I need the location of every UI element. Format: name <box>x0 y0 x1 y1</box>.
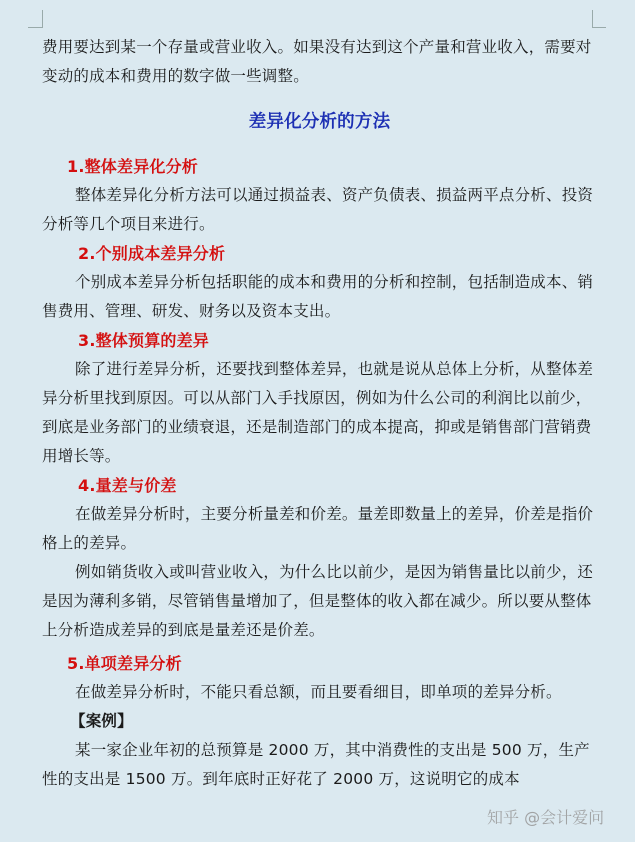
margin-mark-top-left-h <box>28 27 42 29</box>
case-label: 【案例】 <box>70 712 133 730</box>
heading-5: 5.单项差异分析 <box>67 654 182 673</box>
watermark: 知乎 @会计爱问 <box>487 808 605 827</box>
paragraph-1: 整体差异化分析方法可以通过损益表、资产负债表、损益两平点分析、投资分析等几个项目来进行。 <box>42 186 594 233</box>
margin-mark-top-left <box>40 10 43 28</box>
paragraph-3: 除了进行差异分析，还要找到整体差异，也就是说从总体上分析，从整体差异分析里找到原因。可以从部门入手找原因，例如为什么公司的利润比以前少，到底是业务部门的业绩衰退，还是制造部门的成本提高，抑或是销售部门营销费用增长等。 <box>42 360 594 465</box>
paragraph-2: 个别成本差异分析包括职能的成本和费用的分析和控制，包括制造成本、销售费用、管理、研发、财务以及资本支出。 <box>42 273 594 320</box>
case-paragraph: 某一家企业年初的总预算是 2000 万，其中消费性的支出是 500 万，生产性的支出是 1500 万。到年底时正好花了 2000 万，这说明它的成本 <box>42 741 590 788</box>
margin-mark-top-right-h <box>592 27 606 29</box>
document-body[interactable] <box>42 33 597 794</box>
heading-2: 2.个别成本差异分析 <box>78 244 226 263</box>
paragraph-4b: 例如销货收入或叫营业收入，为什么比以前少，是因为销售量比以前少，还是因为薄利多销，尽管销售量增加了，但是整体的收入都在减少。所以要从整体上分析造成差异的到底是量差还是价差。 <box>42 563 594 639</box>
paragraph-4a: 在做差异分析时，主要分析量差和价差。量差即数量上的差异，价差是指价格上的差异。 <box>42 505 594 552</box>
heading-3: 3.整体预算的差异 <box>78 331 210 350</box>
section-title: 差异化分析的方法 <box>248 112 391 132</box>
heading-4: 4.量差与价差 <box>78 476 177 495</box>
intro-paragraph: 费用要达到某一个存量或营业收入。如果没有达到这个产量和营业收入，需要对变动的成本和费用的数字做一些调整。 <box>42 38 592 85</box>
margin-mark-top-right <box>592 10 594 28</box>
heading-1: 1.整体差异化分析 <box>67 157 199 176</box>
paragraph-5: 在做差异分析时，不能只看总额，而且要看细目，即单项的差异分析。 <box>75 683 562 701</box>
